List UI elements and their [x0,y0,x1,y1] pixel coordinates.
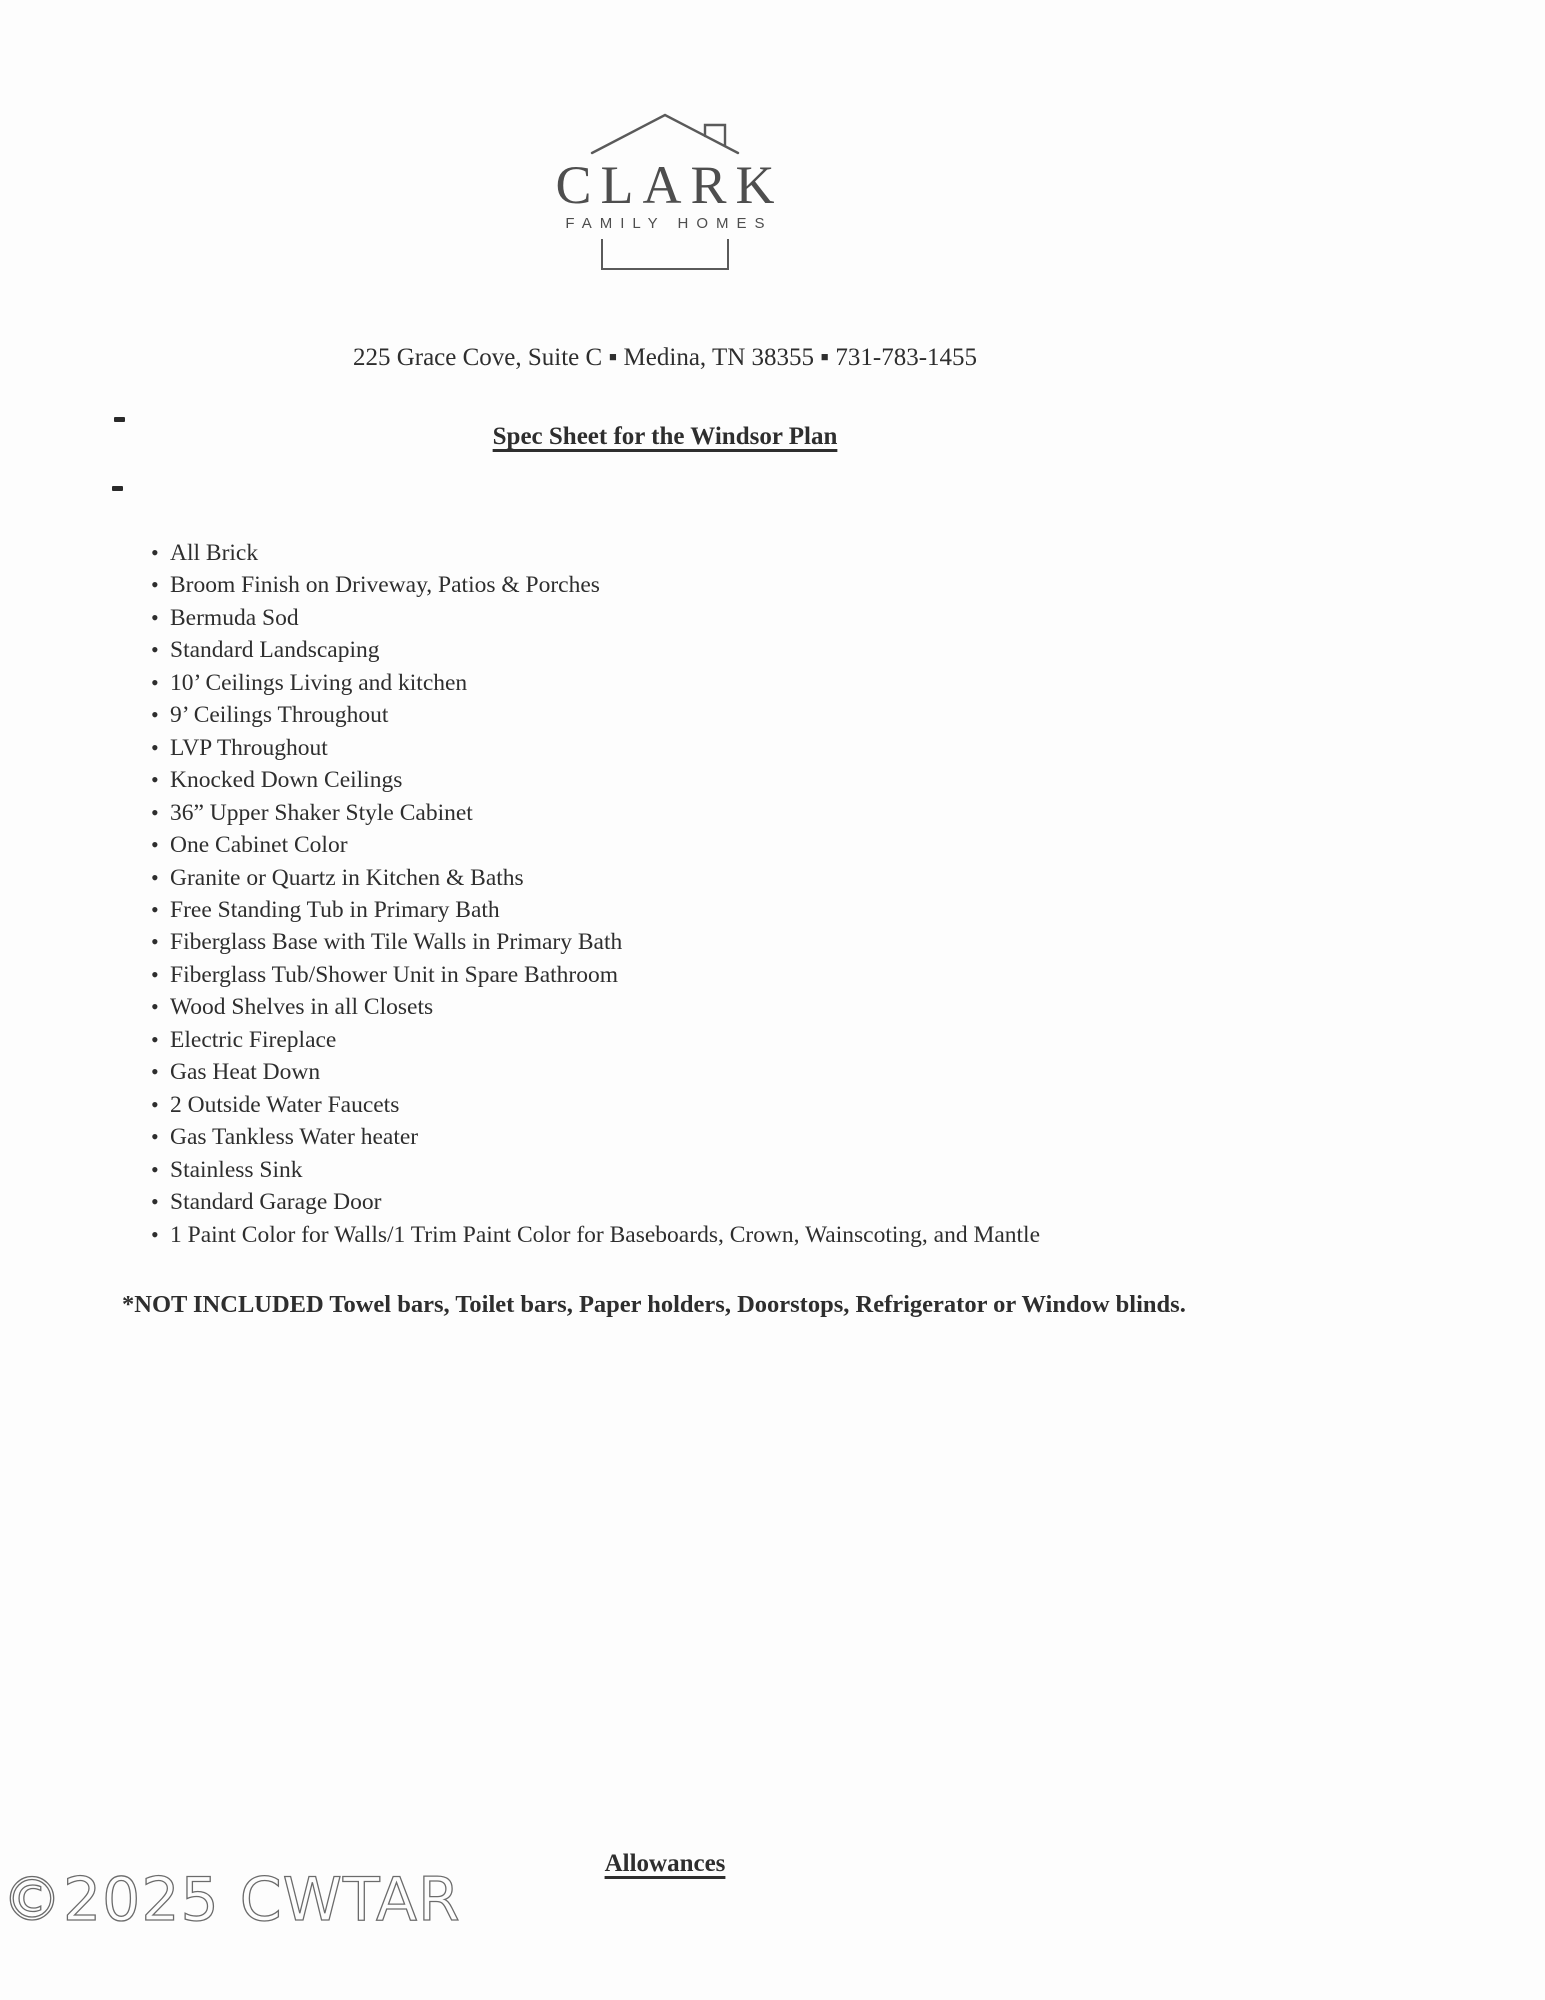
logo-tagline: FAMILY HOMES [565,215,773,232]
spec-item: • One Cabinet Color [151,829,1331,861]
page-title: Spec Sheet for the Windsor Plan [492,423,838,450]
stray-dash-mark [114,417,125,422]
spec-item: • Standard Garage Door [151,1186,1331,1218]
spec-item: • LVP Throughout [151,732,1331,764]
house-base-icon [601,239,729,270]
spec-item: • Knocked Down Ceilings [151,764,1331,796]
copyright-watermark: ©2025 CWTAR [2,1865,461,1935]
spec-item: • 2 Outside Water Faucets [151,1089,1331,1121]
spec-item: • 36” Upper Shaker Style Cabinet [151,797,1331,829]
spec-item: • Electric Fireplace [151,1024,1331,1056]
spec-item: • 10’ Ceilings Living and kitchen [151,667,1331,699]
spec-list [151,537,1331,1251]
spec-item: • Wood Shelves in all Closets [151,991,1331,1023]
spec-item: • Free Standing Tub in Primary Bath [151,894,1331,926]
spec-item: • Broom Finish on Driveway, Patios & Porches [151,569,1331,601]
spec-item: • Fiberglass Base with Tile Walls in Primary Bath [151,926,1331,958]
house-outline-icon [589,112,741,156]
not-included-note: *NOT INCLUDED Towel bars, Toilet bars, Paper holders, Doorstops, Refrigerator or Window blinds. [122,1291,1186,1318]
spec-item: • Gas Heat Down [151,1056,1331,1088]
stray-dash-mark [112,486,123,491]
spec-item: • Gas Tankless Water heater [151,1121,1331,1153]
spec-item: • Bermuda Sod [151,602,1331,634]
spec-item: • All Brick [151,537,1331,569]
allowances-heading: Allowances [604,1850,726,1877]
spec-item: • 9’ Ceilings Throughout [151,699,1331,731]
company-address-line: 225 Grace Cove, Suite C ▪ Medina, TN 38355 ▪ 731-783-1455 [352,344,978,371]
spec-item: • Fiberglass Tub/Shower Unit in Spare Bathroom [151,959,1331,991]
spec-item: • Granite or Quartz in Kitchen & Baths [151,862,1331,894]
spec-item: • 1 Paint Color for Walls/1 Trim Paint Color for Baseboards, Crown, Wainscoting, and Mantle [151,1219,1331,1251]
logo-name: CLARK [555,155,784,215]
spec-item: • Stainless Sink [151,1154,1331,1186]
clark-family-homes-logo [0,112,1330,270]
spec-item: • Standard Landscaping [151,634,1331,666]
